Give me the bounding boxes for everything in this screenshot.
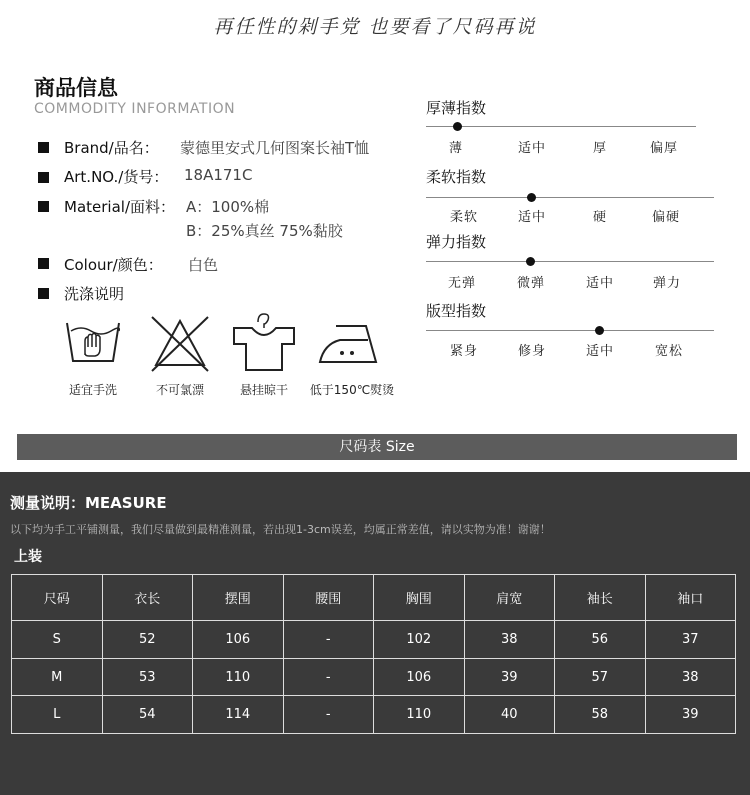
table-cell: 52 — [102, 621, 193, 659]
bullet-icon — [38, 288, 49, 299]
header-size: 尺码 — [12, 575, 103, 621]
table-cell: 54 — [102, 696, 193, 734]
hand-wash-icon — [63, 315, 123, 375]
table-cell: 38 — [464, 621, 555, 659]
table-cell: 110 — [193, 658, 284, 696]
header-sleeve: 袖长 — [555, 575, 646, 621]
care-label-hang-dry: 悬挂晾干 — [239, 383, 288, 397]
bullet-icon — [38, 172, 49, 183]
elasticity-option: 弹力 — [652, 276, 681, 291]
header-length: 衣长 — [102, 575, 193, 621]
tagline: 再任性的剁手党 也要看了尺码再说 — [213, 16, 537, 38]
softness-index-line — [426, 197, 714, 198]
thickness-index-marker — [453, 122, 462, 131]
softness-option: 硬 — [592, 210, 607, 225]
table-cell: - — [283, 658, 374, 696]
elasticity-option: 微弹 — [516, 276, 545, 291]
fit-index-marker — [595, 326, 604, 335]
table-cell: L — [12, 696, 103, 734]
fit-index-line — [426, 330, 714, 331]
wash-label: 洗涤说明 — [64, 285, 125, 303]
softness-index-marker — [527, 193, 536, 202]
fit-option: 修身 — [517, 344, 546, 359]
commodity-title: 商品信息 — [34, 76, 118, 100]
softness-option: 偏硬 — [651, 210, 680, 225]
header-cuff: 袖口 — [645, 575, 736, 621]
table-row — [12, 621, 736, 659]
table-cell: 57 — [555, 658, 646, 696]
table-cell: 56 — [555, 621, 646, 659]
softness-option: 柔软 — [449, 210, 478, 225]
size-chart-bar: 尺码表 Size — [17, 434, 737, 460]
table-cell: S — [12, 621, 103, 659]
material-label: Material/面料： — [64, 198, 175, 216]
thickness-option: 厚 — [592, 141, 607, 156]
table-row — [12, 658, 736, 696]
elasticity-index-line — [426, 261, 714, 262]
fit-option: 宽松 — [654, 344, 683, 359]
tops-heading: 上装 — [14, 549, 42, 565]
header-hem: 摆围 — [193, 575, 284, 621]
elasticity-option: 无弹 — [447, 276, 476, 291]
brand-label: Brand/品名： — [64, 139, 159, 157]
commodity-subtitle: COMMODITY INFORMATION — [34, 101, 236, 117]
colour-value: 白色 — [188, 256, 219, 274]
table-cell: 114 — [193, 696, 284, 734]
header-shoulder: 肩宽 — [464, 575, 555, 621]
material-b: B：25%真丝 75%黏胶 — [186, 222, 343, 240]
artno-label: Art.NO./货号： — [64, 168, 169, 186]
care-label-no-bleach: 不可氯漂 — [155, 383, 204, 397]
bullet-icon — [38, 142, 49, 153]
table-header-row — [12, 575, 736, 621]
thickness-option: 薄 — [448, 141, 463, 156]
header-chest: 胸围 — [374, 575, 465, 621]
hang-dry-icon — [232, 312, 292, 372]
softness-index-title: 柔软指数 — [426, 168, 487, 186]
thickness-index-title: 厚薄指数 — [426, 99, 487, 117]
iron-150-icon — [318, 320, 378, 380]
size-table — [11, 574, 736, 734]
care-label-hand-wash: 适宜手洗 — [68, 383, 117, 397]
table-cell: 40 — [464, 696, 555, 734]
thickness-option: 偏厚 — [649, 141, 678, 156]
table-cell: 38 — [645, 658, 736, 696]
table-cell: 110 — [374, 696, 465, 734]
elasticity-option: 适中 — [585, 276, 614, 291]
table-cell: 58 — [555, 696, 646, 734]
table-cell: - — [283, 621, 374, 659]
elasticity-index-marker — [526, 257, 535, 266]
brand-value: 蒙德里安式几何图案长袖T恤 — [180, 139, 370, 157]
table-cell: M — [12, 658, 103, 696]
elasticity-index-title: 弹力指数 — [426, 233, 487, 251]
table-cell: - — [283, 696, 374, 734]
material-a: A：100%棉 — [186, 198, 270, 216]
colour-label: Colour/颜色： — [64, 256, 163, 274]
table-cell: 39 — [645, 696, 736, 734]
fit-option: 紧身 — [449, 344, 478, 359]
table-cell: 102 — [374, 621, 465, 659]
table-cell: 53 — [102, 658, 193, 696]
table-cell: 39 — [464, 658, 555, 696]
table-cell: 106 — [374, 658, 465, 696]
bullet-icon — [38, 258, 49, 269]
table-cell: 106 — [193, 621, 284, 659]
artno-value: 18A171C — [184, 166, 253, 184]
thickness-option: 适中 — [517, 141, 546, 156]
softness-option: 适中 — [517, 210, 546, 225]
header-waist: 腰围 — [283, 575, 374, 621]
bullet-icon — [38, 201, 49, 212]
measure-title: 测量说明：MEASURE — [10, 494, 167, 512]
no-bleach-icon — [150, 315, 210, 375]
table-cell: 37 — [645, 621, 736, 659]
measure-note: 以下均为手工平铺测量，我们尽量做到最精准测量，若出现1-3cm误差，均属正常差值，请以实物为准！谢谢！ — [10, 523, 551, 536]
care-label-iron: 低于150℃熨烫 — [309, 383, 395, 397]
fit-index-title: 版型指数 — [426, 302, 487, 320]
fit-option: 适中 — [585, 344, 614, 359]
thickness-index-line — [426, 126, 696, 127]
table-row — [12, 696, 736, 734]
